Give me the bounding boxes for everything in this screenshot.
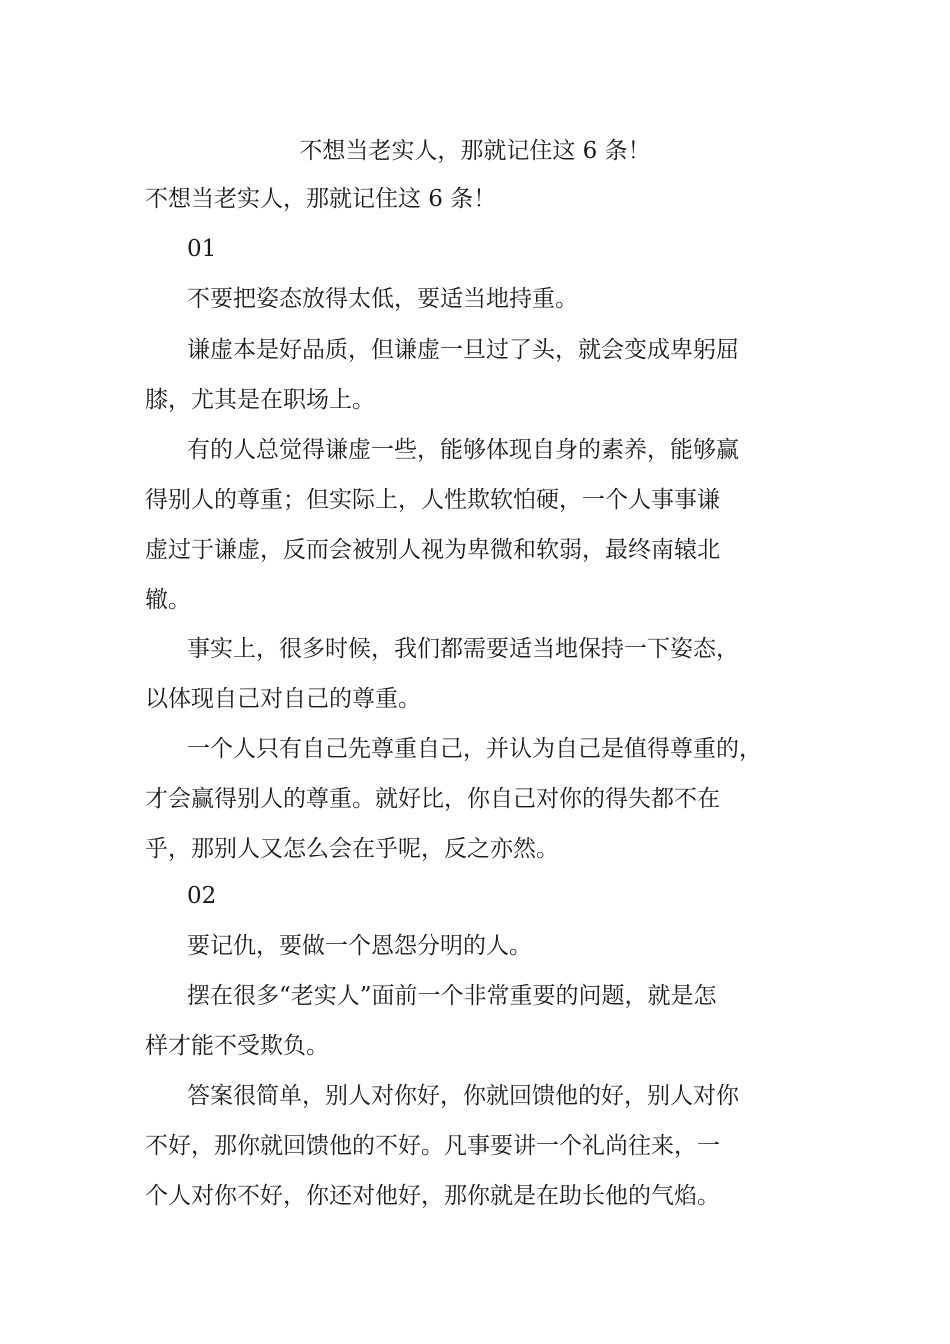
section-heading: 不要把姿态放得太低，要适当地持重。 [187, 286, 578, 312]
paragraph-line: 一个人只有自己先尊重自己，并认为自己是值得尊重的， [187, 736, 762, 762]
paragraph-line: 辙。 [145, 587, 191, 613]
paragraph-line: 个人对你不好，你还对他好，那你就是在助长他的气焰。 [145, 1183, 720, 1209]
document-heading: 不想当老实人，那就记住这 6 条！ [145, 186, 497, 212]
paragraph-line: 摆在很多“老实人”面前一个非常重要的问题，就是怎 [187, 983, 717, 1009]
paragraph-line: 答案很简单，别人对你好，你就回馈他的好，别人对你 [187, 1083, 739, 1109]
paragraph-line: 才会赢得别人的尊重。就好比，你自己对你的得失都不在 [145, 786, 720, 812]
section-number: 02 [187, 883, 217, 909]
section-heading: 要记仇，要做一个恩怨分明的人。 [187, 933, 532, 959]
paragraph-line: 得别人的尊重；但实际上，人性欺软怕硬，一个人事事谦 [145, 487, 720, 513]
paragraph-line: 谦虚本是好品质，但谦虚一旦过了头，就会变成卑躬屈 [187, 337, 739, 363]
paragraph-line: 样才能不受欺负。 [145, 1033, 329, 1059]
paragraph-line: 乎，那别人又怎么会在乎呢，反之亦然。 [145, 836, 559, 862]
section-number: 01 [187, 236, 217, 262]
paragraph-line: 膝，尤其是在职场上。 [145, 387, 375, 413]
paragraph-line: 事实上，很多时候，我们都需要适当地保持一下姿态， [187, 636, 739, 662]
paragraph-line: 不好，那你就回馈他的不好。凡事要讲一个礼尚往来，一 [145, 1133, 720, 1159]
paragraph-line: 有的人总觉得谦虚一些，能够体现自身的素养，能够赢 [187, 437, 739, 463]
document-title: 不想当老实人，那就记住这 6 条！ [299, 138, 651, 164]
paragraph-line: 以体现自己对自己的尊重。 [145, 686, 421, 712]
paragraph-line: 虚过于谦虚，反而会被别人视为卑微和软弱，最终南辕北 [145, 537, 720, 563]
